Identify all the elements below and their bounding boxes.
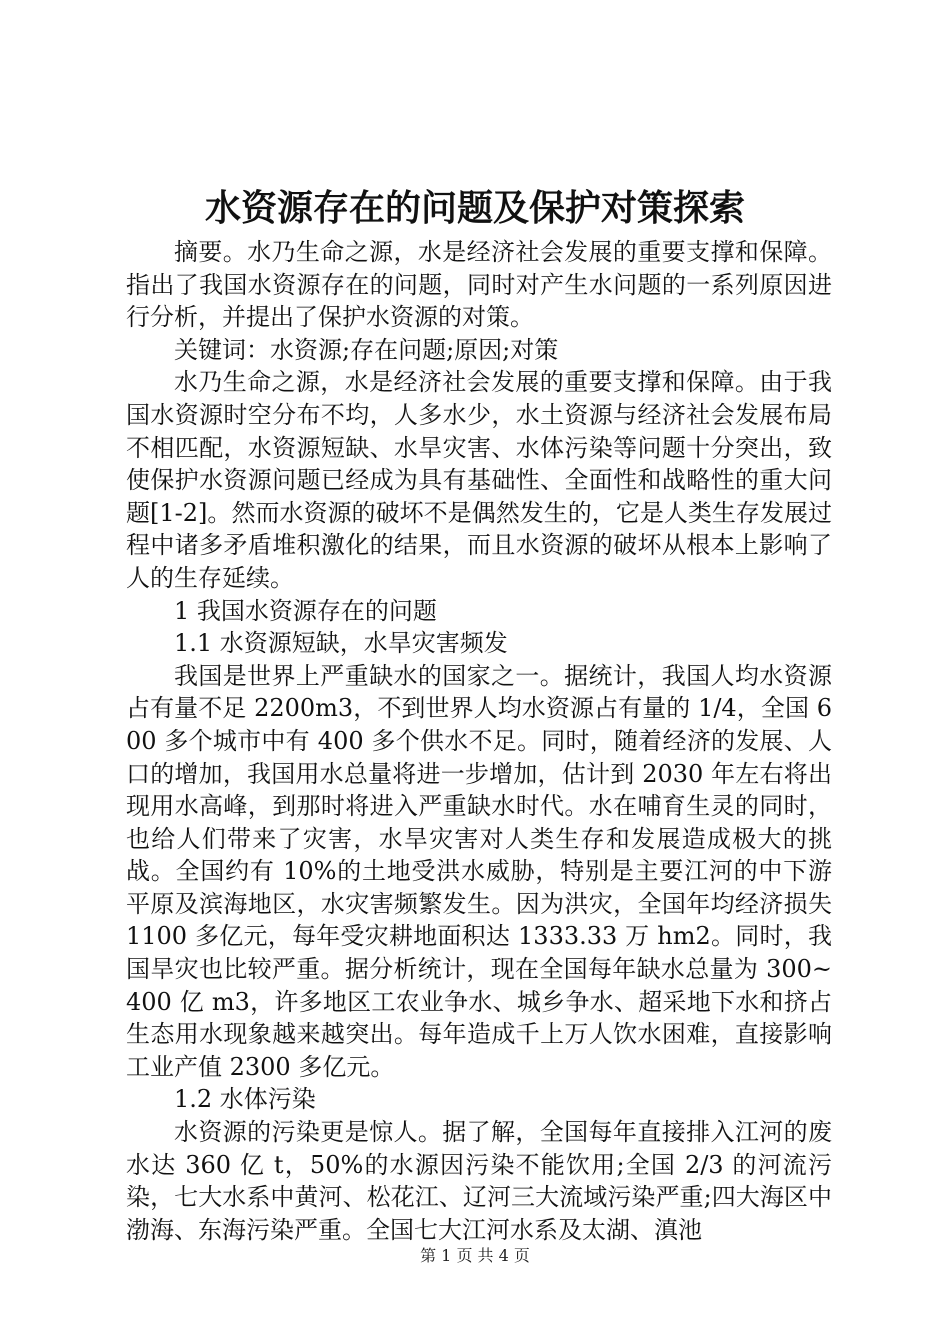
- page-title: 水资源存在的问题及保护对策探索: [204, 187, 745, 229]
- document-body: [126, 236, 832, 1246]
- section-1-2-paragraph: 水资源的污染更是惊人。据了解，全国每年直接排入江河的废水达 360 亿 t，50%的水源因污染不能饮用;全国 2/3 的河流污染，七大水系中黄河、松花江、辽河三大流域污染严重;四大海区中渤海、东海污染严重。全国七大江河水系及太湖、滇池: [126, 1118, 832, 1244]
- section-1-2-heading: 1.2 水体污染: [174, 1085, 316, 1114]
- keywords-line: 关键词：水资源;存在问题;原因;对策: [174, 335, 559, 364]
- intro-paragraph: 水乃生命之源，水是经济社会发展的重要支撑和保障。由于我国水资源时空分布不均，人多水少，水土资源与经济社会发展布局不相匹配，水资源短缺、水旱灾害、水体污染等问题十分突出，致使保护水资源问题已经成为具有基础性、全面性和战略性的重大问题[1-2]。然而水资源的破坏不是偶然发生的，它是人类生存发展过程中诸多矛盾堆积激化的结果，而且水资源的破坏从根本上影响了人的生存延续。: [126, 368, 832, 592]
- section-1-heading: 1 我国水资源存在的问题: [174, 596, 437, 625]
- page-footer: 第 1 页 共 4 页: [420, 1246, 530, 1265]
- section-1-1-heading: 1.1 水资源短缺，水旱灾害频发: [174, 629, 508, 658]
- section-1-1-paragraph: 我国是世界上严重缺水的国家之一。据统计，我国人均水资源占有量不足 2200m3，不到世界人均水资源占有量的 1/4，全国 600 多个城市中有 400 多个供水不足。同时，随着经济的发展、人口的增加，我国用水总量将进一步增加，估计到 2030 年左右将出现用水高峰，到那时将进入严重缺水时代。水在哺育生灵的同时，也给人们带来了灾害，水旱灾害对人类生存和发展造成极大的挑战。全国约有 10%的土地受洪水威胁，特别是主要江河的中下游平原及滨海地区，水灾害频繁发生。因为洪灾，全国年均经济损失 1100 多亿元，每年受灾耕地面积达 1333.33 万 hm2。同时，我国旱灾也比较严重。据分析统计，现在全国每年缺水总量为 300~400 亿 m3，许多地区工农业争水、城乡争水、超采地下水和挤占生态用水现象越来越突出。每年造成千上万人饮水困难，直接影响工业产值 2300 多亿元。: [126, 661, 832, 1081]
- abstract-paragraph: 摘要。水乃生命之源，水是经济社会发展的重要支撑和保障。指出了我国水资源存在的问题，同时对产生水问题的一系列原因进行分析，并提出了保护水资源的对策。: [126, 238, 832, 332]
